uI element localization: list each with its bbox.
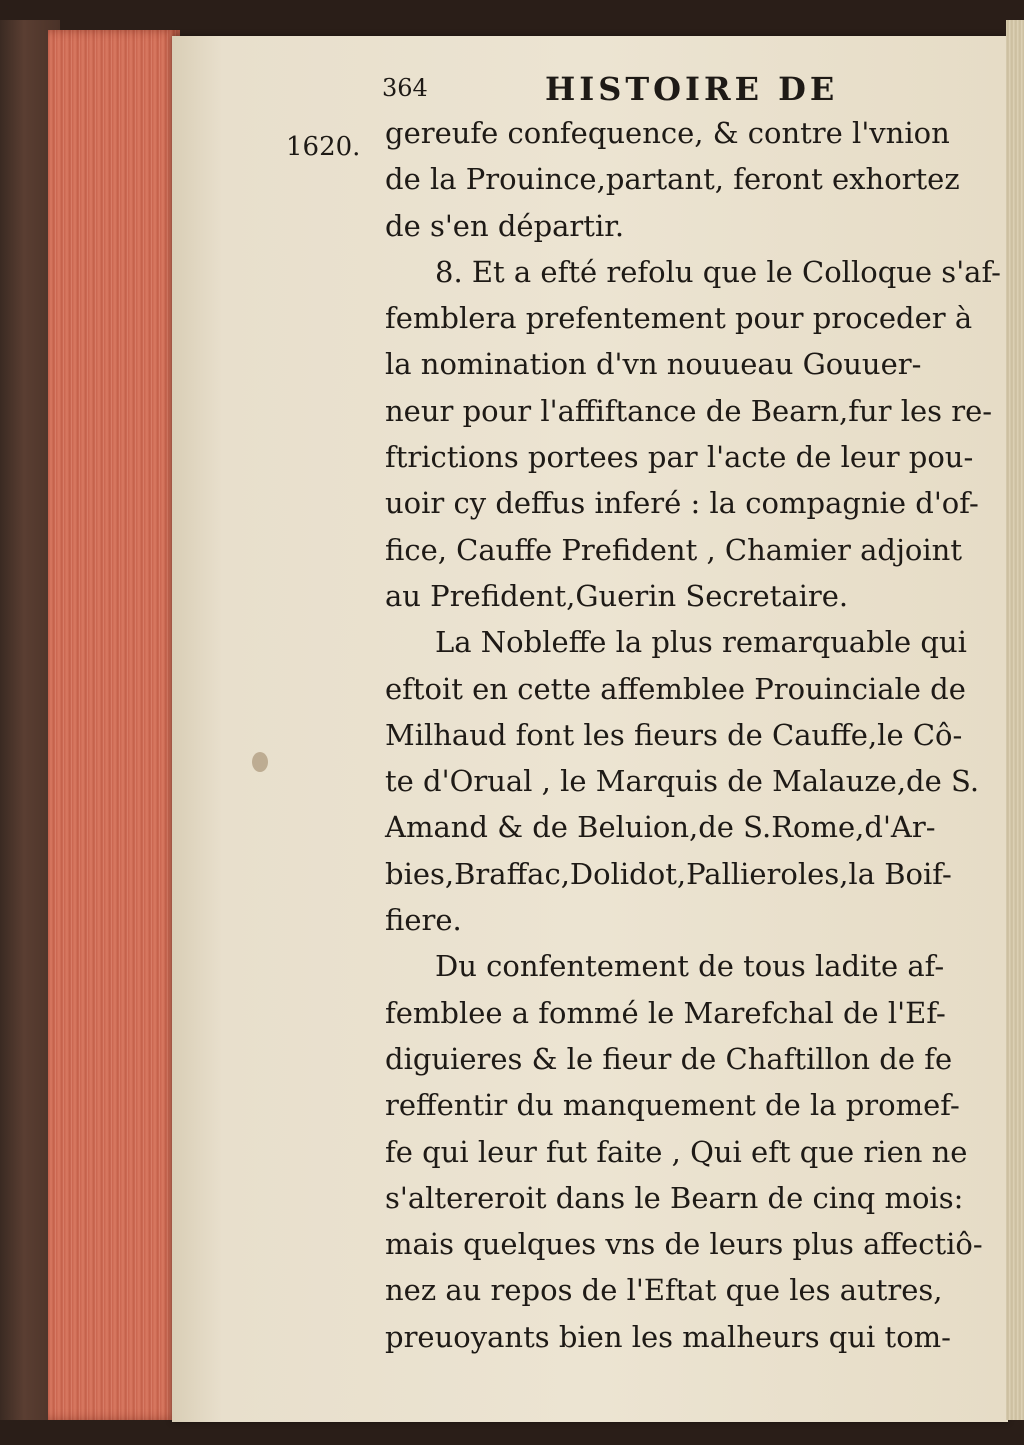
- text-line: s'altereroit dans le Bearn de cinq mois:: [385, 1180, 964, 1215]
- text-line: gereufe confequence, & contre l'vnion: [385, 116, 950, 150]
- text-line: preuoyants bien les malheurs qui tom-: [385, 1319, 951, 1354]
- page-number: 364: [382, 74, 428, 102]
- text-line: reffentir du manquement de la promef-: [385, 1088, 960, 1123]
- text-line: te d'Orual , le Marquis de Malauze,de S.: [385, 764, 980, 799]
- text-line: fice, Cauffe Prefident , Chamier adjoint: [385, 532, 962, 567]
- running-title: HISTOIRE DE: [545, 70, 839, 108]
- text-line: La Nobleffe la plus remarquable qui: [435, 625, 967, 660]
- text-line: Amand & de Beluion,de S.Rome,d'Ar-: [385, 810, 936, 845]
- margin-year-note: 1620.: [286, 132, 361, 162]
- text-line: eftoit en cette affemblee Prouinciale de: [385, 671, 966, 706]
- text-line: Milhaud font les fieurs de Cauffe,le Cô-: [385, 717, 963, 752]
- text-line: mais quelques vns de leurs plus affectiô-: [385, 1227, 983, 1262]
- text-line: uoir cy deffus inferé : la compagnie d'of-: [385, 486, 979, 521]
- facing-page-edge: [1006, 20, 1024, 1420]
- text-line: diguieres & le fieur de Chaftillon de fe: [385, 1041, 953, 1076]
- text-line: bies,Braffac,Dolidot,Pallieroles,la Boif-: [385, 856, 952, 891]
- text-line: femblera prefentement pour proceder à: [385, 301, 973, 336]
- text-line: nez au repos de l'Eftat que les autres,: [385, 1273, 943, 1308]
- text-line: neur pour l'affiftance de Bearn,fur les re-: [385, 393, 993, 428]
- text-line: fiere.: [385, 903, 462, 938]
- page-edges: [48, 30, 180, 1420]
- text-line: la nomination d'vn nouueau Gouuer-: [385, 347, 922, 382]
- text-line: Du confentement de tous ladite af-: [435, 949, 945, 984]
- text-line: au Prefident,Guerin Secretaire.: [385, 578, 849, 613]
- text-line: ftrictions portees par l'acte de leur pou-: [385, 440, 974, 475]
- text-line: de la Prouince,partant, feront exhortez: [385, 162, 960, 197]
- ink-smudge: [252, 752, 268, 772]
- text-line: femblee a fommé le Marefchal de l'Ef-: [385, 995, 946, 1030]
- body-text: [385, 110, 1001, 1360]
- text-line: 8. Et a efté refolu que le Colloque s'af-: [435, 254, 1001, 289]
- text-line: fe qui leur fut faite , Qui eft que rien ne: [385, 1134, 968, 1169]
- text-line: de s'en départir.: [385, 208, 625, 243]
